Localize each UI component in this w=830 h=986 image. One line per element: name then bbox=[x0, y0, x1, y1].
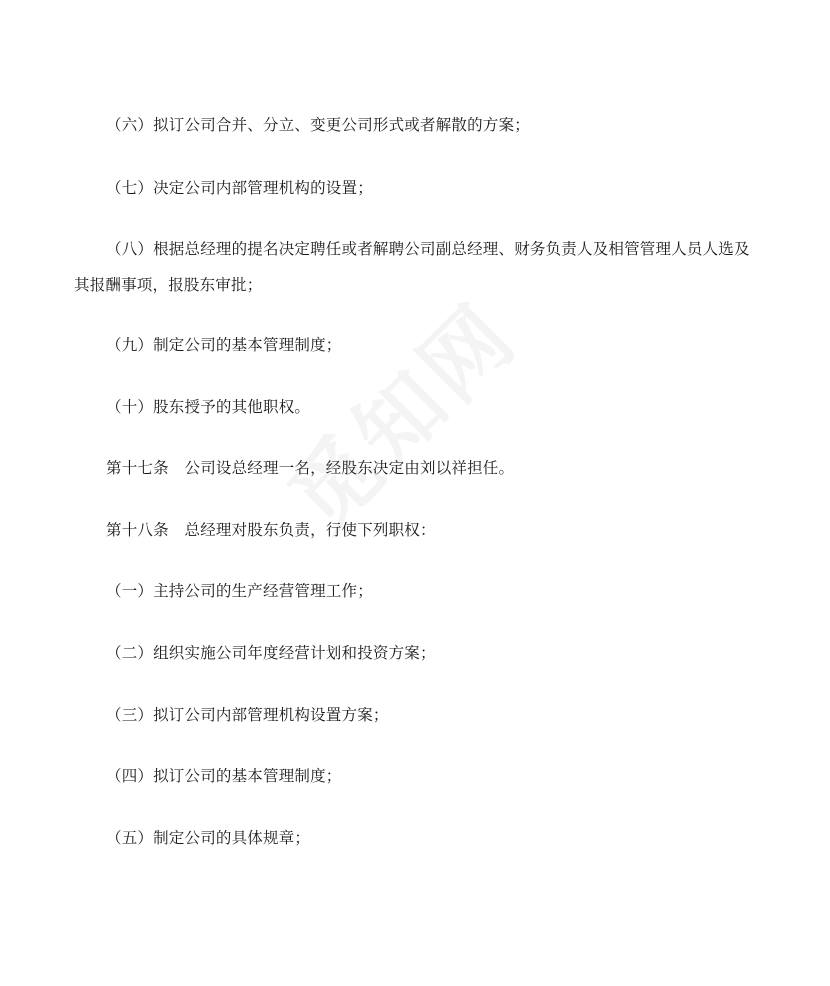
duty-item-3: （三）拟订公司内部管理机构设置方案； bbox=[106, 706, 389, 724]
paragraph-item-8: （八）根据总经理的提名决定聘任或者解聘公司副总经理、财务负责人及相管管理人员人选及其报酬事项，报股东审批； bbox=[74, 240, 750, 294]
article-17: 第十七条 公司设总经理一名，经股东决定由刘以祥担任。 bbox=[106, 459, 515, 477]
paragraph-item-6: （六）拟订公司合并、分立、变更公司形式或者解散的方案； bbox=[106, 116, 530, 134]
duty-item-5: （五）制定公司的具体规章； bbox=[106, 829, 311, 847]
duty-item-4: （四）拟订公司的基本管理制度； bbox=[106, 767, 342, 785]
paragraph-item-10: （十）股东授予的其他职权。 bbox=[106, 398, 311, 416]
article-18: 第十八条 总经理对股东负责，行使下列职权： bbox=[106, 521, 436, 539]
duty-item-2: （二）组织实施公司年度经营计划和投资方案； bbox=[106, 644, 436, 662]
duty-item-1: （一）主持公司的生产经营管理工作； bbox=[106, 582, 373, 600]
paragraph-item-9: （九）制定公司的基本管理制度； bbox=[106, 336, 342, 354]
paragraph-item-7: （七）决定公司内部管理机构的设置； bbox=[106, 179, 373, 197]
